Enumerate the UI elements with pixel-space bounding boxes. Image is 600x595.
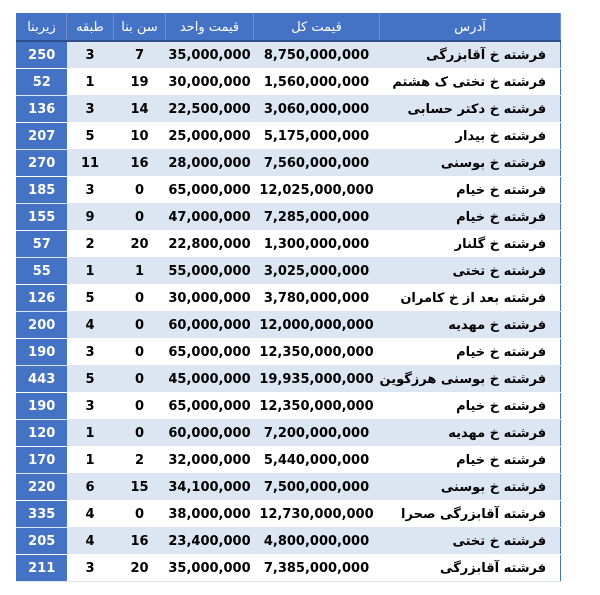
table-row [17,258,561,285]
cell-area: 220 [17,474,67,501]
cell-address: فرشته خ تختی ک هشتم [380,69,561,96]
table-row [17,420,561,447]
cell-area: 200 [17,312,67,339]
table-row [17,41,561,69]
cell-floor: 4 [67,312,114,339]
table-row [17,474,561,501]
cell-unit-price: 25,000,000 [166,123,254,150]
cell-age: 0 [114,285,166,312]
cell-address: فرشته خ خیام [380,204,561,231]
cell-area: 155 [17,204,67,231]
cell-total-price: 12,730,000,000 [254,501,380,528]
table-row [17,69,561,96]
table-row [17,555,561,582]
column-header-address: آدرس [380,14,561,42]
cell-unit-price: 22,800,000 [166,231,254,258]
cell-address: فرشته خ آقابزرگی [380,41,561,69]
cell-age: 19 [114,69,166,96]
cell-area: 185 [17,177,67,204]
cell-unit-price: 65,000,000 [166,339,254,366]
cell-address: فرشته بعد از خ کامران [380,285,561,312]
cell-total-price: 3,025,000,000 [254,258,380,285]
cell-area: 126 [17,285,67,312]
cell-area: 190 [17,393,67,420]
cell-unit-price: 28,000,000 [166,150,254,177]
cell-total-price: 7,500,000,000 [254,474,380,501]
cell-address: فرشته آقابزرگی صحرا [380,501,561,528]
cell-address: فرشته خ تختی [380,258,561,285]
cell-unit-price: 35,000,000 [166,555,254,582]
cell-age: 20 [114,231,166,258]
cell-age: 0 [114,366,166,393]
cell-address: فرشته خ بوسنی هرزگوین [380,366,561,393]
cell-area: 52 [17,69,67,96]
cell-total-price: 12,000,000,000 [254,312,380,339]
cell-unit-price: 23,400,000 [166,528,254,555]
cell-floor: 5 [67,366,114,393]
cell-unit-price: 47,000,000 [166,204,254,231]
cell-area: 443 [17,366,67,393]
cell-floor: 3 [67,41,114,69]
cell-unit-price: 60,000,000 [166,312,254,339]
cell-area: 170 [17,447,67,474]
cell-unit-price: 34,100,000 [166,474,254,501]
cell-area: 120 [17,420,67,447]
table-row [17,150,561,177]
table-row [17,366,561,393]
cell-address: فرشته خ خیام [380,339,561,366]
cell-unit-price: 45,000,000 [166,366,254,393]
cell-area: 211 [17,555,67,582]
cell-address: فرشته خ بیدار [380,123,561,150]
cell-total-price: 7,285,000,000 [254,204,380,231]
cell-age: 0 [114,312,166,339]
cell-total-price: 4,800,000,000 [254,528,380,555]
cell-age: 0 [114,393,166,420]
table-row [17,528,561,555]
cell-unit-price: 35,000,000 [166,41,254,69]
cell-age: 7 [114,41,166,69]
cell-unit-price: 30,000,000 [166,69,254,96]
cell-unit-price: 65,000,000 [166,177,254,204]
cell-floor: 3 [67,555,114,582]
table-row [17,123,561,150]
cell-total-price: 1,300,000,000 [254,231,380,258]
cell-total-price: 1,560,000,000 [254,69,380,96]
cell-unit-price: 30,000,000 [166,285,254,312]
cell-area: 270 [17,150,67,177]
cell-address: فرشته خ بوسنی [380,150,561,177]
cell-address: فرشته خ خیام [380,393,561,420]
cell-address: فرشته آقابزرگی [380,555,561,582]
cell-area: 250 [17,41,67,69]
table-row [17,339,561,366]
cell-address: فرشته خ خیام [380,447,561,474]
listing-table [16,13,561,582]
cell-age: 16 [114,528,166,555]
cell-total-price: 7,560,000,000 [254,150,380,177]
cell-unit-price: 55,000,000 [166,258,254,285]
column-header-total-price: قیمت کل [254,14,380,42]
table-row [17,312,561,339]
cell-floor: 3 [67,339,114,366]
cell-total-price: 12,350,000,000 [254,393,380,420]
cell-age: 0 [114,420,166,447]
cell-floor: 6 [67,474,114,501]
cell-area: 205 [17,528,67,555]
cell-address: فرشته خ مهدیه [380,312,561,339]
column-header-floor: طبقه [67,14,114,42]
table-row [17,447,561,474]
cell-floor: 9 [67,204,114,231]
column-header-area: زیربنا [17,14,67,42]
cell-area: 57 [17,231,67,258]
cell-age: 14 [114,96,166,123]
cell-total-price: 5,440,000,000 [254,447,380,474]
cell-unit-price: 60,000,000 [166,420,254,447]
cell-age: 0 [114,339,166,366]
cell-age: 16 [114,150,166,177]
table-body [17,41,561,582]
cell-floor: 4 [67,501,114,528]
cell-floor: 2 [67,231,114,258]
cell-total-price: 5,175,000,000 [254,123,380,150]
cell-floor: 5 [67,285,114,312]
cell-total-price: 7,385,000,000 [254,555,380,582]
cell-total-price: 12,025,000,000 [254,177,380,204]
cell-total-price: 3,780,000,000 [254,285,380,312]
cell-total-price: 8,750,000,000 [254,41,380,69]
cell-floor: 3 [67,393,114,420]
cell-floor: 3 [67,177,114,204]
cell-age: 10 [114,123,166,150]
cell-total-price: 19,935,000,000 [254,366,380,393]
cell-unit-price: 38,000,000 [166,501,254,528]
cell-floor: 1 [67,69,114,96]
cell-floor: 1 [67,447,114,474]
table-row [17,393,561,420]
cell-unit-price: 32,000,000 [166,447,254,474]
cell-address: فرشته خ مهدیه [380,420,561,447]
cell-address: فرشته خ تختی [380,528,561,555]
cell-address: فرشته خ گلنار [380,231,561,258]
cell-total-price: 12,350,000,000 [254,339,380,366]
cell-area: 335 [17,501,67,528]
cell-total-price: 7,200,000,000 [254,420,380,447]
table-row [17,285,561,312]
table-row [17,501,561,528]
cell-age: 2 [114,447,166,474]
cell-unit-price: 65,000,000 [166,393,254,420]
cell-floor: 11 [67,150,114,177]
table-row [17,177,561,204]
table-header-row [17,14,561,42]
table-row [17,204,561,231]
cell-age: 1 [114,258,166,285]
cell-area: 136 [17,96,67,123]
cell-age: 0 [114,177,166,204]
cell-age: 0 [114,204,166,231]
cell-age: 15 [114,474,166,501]
cell-area: 55 [17,258,67,285]
cell-age: 0 [114,501,166,528]
cell-address: فرشته خ دکتر حسابی [380,96,561,123]
cell-address: فرشته خ خیام [380,177,561,204]
cell-floor: 3 [67,96,114,123]
cell-area: 190 [17,339,67,366]
table-row [17,231,561,258]
column-header-age: سن بنا [114,14,166,42]
cell-unit-price: 22,500,000 [166,96,254,123]
cell-age: 20 [114,555,166,582]
cell-address: فرشته خ بوسنی [380,474,561,501]
cell-floor: 5 [67,123,114,150]
table-row [17,96,561,123]
cell-area: 207 [17,123,67,150]
cell-total-price: 3,060,000,000 [254,96,380,123]
cell-floor: 1 [67,258,114,285]
column-header-unit-price: قیمت واحد [166,14,254,42]
cell-floor: 4 [67,528,114,555]
cell-floor: 1 [67,420,114,447]
